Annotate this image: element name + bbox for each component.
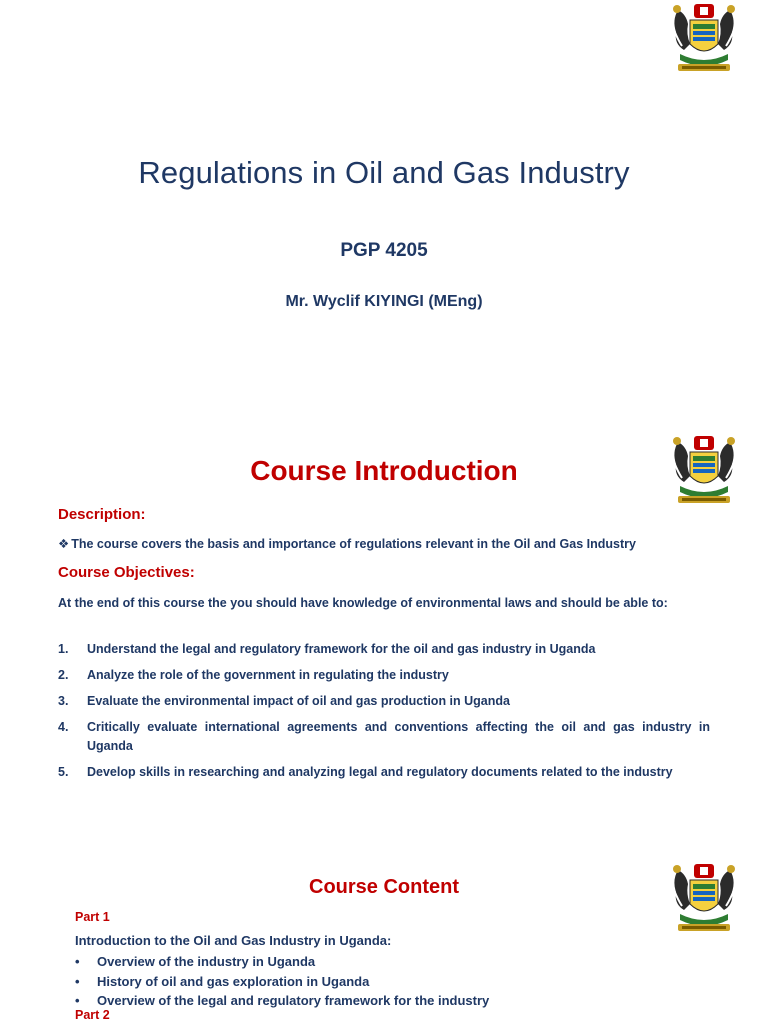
objective-number: 1.: [58, 642, 69, 656]
objective-number: 5.: [58, 765, 69, 779]
objectives-list: [58, 640, 710, 789]
objective-text: Analyze the role of the government in regulating the industry: [87, 668, 449, 682]
objectives-intro: At the end of this course the you should have knowledge of environmental laws and should be able to:: [58, 596, 668, 610]
slide-course-introduction: [0, 410, 768, 830]
objective-text: Critically evaluate international agreements and conventions affecting the oil and gas industry in Uganda: [87, 720, 710, 753]
bullet-icon: •: [75, 973, 80, 989]
description-heading: Description:: [58, 506, 146, 523]
objective-item: [58, 640, 710, 659]
slide-title-course-content: Course Content: [309, 876, 459, 898]
topic-text: Overview of the legal and regulatory framework for the industry: [97, 993, 490, 1008]
objective-number: 4.: [58, 720, 69, 734]
part-1-topics: [75, 952, 489, 1011]
bullet-icon: •: [75, 954, 80, 969]
part-2-label: Part 2: [75, 1008, 110, 1022]
university-crest-icon: [664, 860, 744, 940]
slide-course-content: [0, 830, 768, 1024]
list-item: [75, 991, 489, 1011]
course-code: PGP 4205: [340, 240, 428, 261]
presentation-title: Regulations in Oil and Gas Industry: [138, 155, 630, 190]
description-text: [58, 536, 718, 551]
objective-item: [58, 718, 710, 756]
diamond-bullet-icon: ❖: [58, 537, 70, 551]
objective-item: [58, 666, 710, 685]
bullet-icon: •: [75, 993, 80, 1008]
university-crest-icon: [664, 0, 744, 80]
slide-title-course-introduction: Course Introduction: [250, 455, 518, 486]
objective-text: Develop skills in researching and analyzing legal and regulatory documents related to the industry: [87, 765, 673, 779]
description-body: The course covers the basis and importance of regulations relevant in the Oil and Gas Industry: [71, 537, 636, 551]
topic-text: Overview of the industry in Uganda: [97, 954, 316, 969]
list-item: [75, 972, 489, 992]
objective-number: 2.: [58, 668, 69, 682]
author-name: Mr. Wyclif KIYINGI (MEng): [285, 293, 483, 310]
list-item: [75, 952, 489, 972]
objectives-heading: Course Objectives:: [58, 564, 195, 581]
slide-title: [0, 0, 768, 410]
objective-text: Understand the legal and regulatory framework for the oil and gas industry in Uganda: [87, 642, 596, 656]
objective-item: [58, 763, 710, 782]
part-1-label: Part 1: [75, 910, 110, 924]
objective-text: Evaluate the environmental impact of oil and gas production in Uganda: [87, 694, 510, 708]
objective-number: 3.: [58, 694, 69, 708]
objective-item: [58, 692, 710, 711]
part-1-intro: Introduction to the Oil and Gas Industry in Uganda:: [75, 933, 392, 948]
topic-text: History of oil and gas exploration in Uganda: [97, 973, 370, 989]
